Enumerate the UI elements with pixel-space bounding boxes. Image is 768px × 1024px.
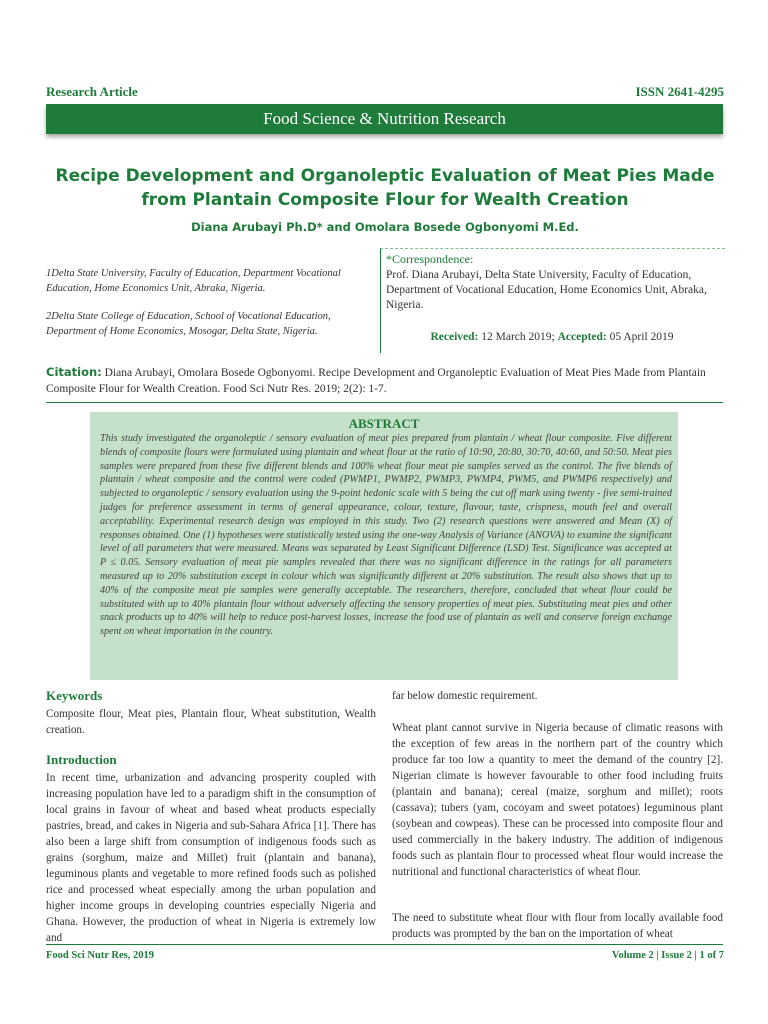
dates-line	[380, 331, 724, 343]
right-paragraph-1: far below domestic requirement.	[392, 690, 538, 702]
keywords-heading: Keywords	[46, 688, 103, 703]
correspondence-heading: *Correspondence:	[386, 252, 474, 266]
right-paragraph-3: The need to substitute wheat flour with flour from locally available food products was prompted by the ban on the importation of wheat	[392, 912, 723, 940]
paper-title: Recipe Development and Organoleptic Evaluation of Meat Pies Made from Plantain Composite Flour for Wealth Creation	[55, 166, 715, 210]
journal-banner: Food Science & Nutrition Research	[46, 104, 723, 134]
right-paragraph-2: Wheat plant cannot survive in Nigeria because of climatic reasons with the exception of few areas in the northern part of the country which produce far too low a quantity to meet the demand of the country [2]. Nigerian climate is however favourable to other food including fruits (plantain and banana); cereal (maize, sorghum and millet); roots (cassava); tubers (yam, cocoyam and sweet potatoes) leguminous plant (soybean and cowpeas). These can be processed into composite flour and used commercially in the bakery industry. The addition of indigenous foods such as plantain flour to processed wheat flour would increase the nutritional and functional characteristics of wheat flour.	[392, 722, 723, 878]
affiliation-2: 2Delta State College of Education, School of Vocational Education, Department of Home Economics, Mosogar, Delta State, Nigeria.	[46, 311, 331, 337]
received-date: 12 March 2019;	[481, 331, 555, 343]
abstract-heading: ABSTRACT	[348, 416, 420, 431]
introduction-heading: Introduction	[46, 752, 117, 767]
received-label: Received:	[430, 331, 479, 343]
affiliation-1: 1Delta State University, Faculty of Education, Department Vocational Education, Home Economics Unit, Abraka, Nigeria.	[46, 268, 341, 294]
citation-label: Citation:	[46, 365, 102, 379]
accepted-date: 05 April 2019	[609, 331, 674, 343]
accepted-label: Accepted:	[557, 331, 607, 343]
article-type: Research Article	[46, 84, 138, 99]
abstract-text: This study investigated the organoleptic / sensory evaluation of meat pies prepared from plantain / wheat flour composite. Five different blends of composite flours were formulated using plantain and wheat flour at the ratio of 10:90, 20:80, 30:70, 40:60, and 50:50. Meat pies samples were prepared from these five different blends and 100% wheat flour meat pie samples served as the control. The five blends of plantain / wheat composite and the control were coded (PWMP1, PWMP2, PWMP3, PWMP4, PWM5, and PWMP6 respectively) and subjected to organoleptic / sensory evaluation using the 9-point hedonic scale with 5 being the cut off mark using twenty - five semi-trained judges for preference assessment in terms of general appearance, colour, texture, flavour, taste, crispness, mouth feel and overall acceptability. Experimental research design was employed in this study. Two (2) research questions were answered and Mean (X) of responses obtained. One (1) hypotheses were statistically tested using the one-way Analysis of Variance (ANOVA) to examine the significant level of all parameters that were measured. Means was separated by Least Significant Difference (LSD) Test. Significance was accepted at P ≤ 0.05. Sensory evaluation of meat pie samples revealed that there was no significant difference in the ratings for all parameters measured up to 20% substitution except in colour which was significantly different at 20% substitution. The result also shows that up to 40% of the composite meat pie samples were generally acceptable. The researchers, therefore, concluded that wheat flour could be substituted with up to 40% plantain flour without adversely affecting the sensory properties of meat pies. Substituting meat pies and other snack products up to 40% will help to reduce post-harvest losses, increase the food use of plantain as well and conserve foreign exchange spent on wheat importation in the country.	[100, 433, 672, 638]
footer-page-info: Volume 2 | Issue 2 | 1 of 7	[611, 950, 724, 961]
correspondence-text: Prof. Diana Arubayi, Delta State University, Faculty of Education, Department of Vocational Education, Home Economics Unit, Abraka, Nigeria.	[386, 269, 707, 311]
divider	[46, 402, 723, 403]
issn: ISSN 2641-4295	[635, 84, 724, 99]
authors: Diana Arubayi Ph.D* and Omolara Bosede Ogbonyomi M.Ed.	[191, 220, 579, 234]
keywords-text: Composite flour, Meat pies, Plantain flour, Wheat substitution, Wealth creation.	[46, 708, 376, 736]
citation-text: Diana Arubayi, Omolara Bosede Ogbonyomi. Recipe Development and Organoleptic Evaluation of Meat Pies Made from Plantain Composite Flour for Wealth Creation. Food Sci Nutr Res. 2019; 2(2): 1-7.	[46, 367, 706, 395]
introduction-text: In recent time, urbanization and advancing prosperity coupled with increasing population have led to a paradigm shift in the consumption of local grains in favour of wheat and based wheat products especially pastries, bread, and cakes in Nigeria and sub-Sahara Africa [1]. There has also been a large shift from consumption of indigenous foods such as grains (sorghum, maize and Millet) fruit (plantain and banana), leguminous plants and vegetable to more refined foods such as polished rice and processed wheat especially among the urban population and higher income groups in developing countries especially Nigeria and Ghana. However, the production of wheat in Nigeria is extremely low and	[46, 772, 376, 944]
footer-journal: Food Sci Nutr Res, 2019	[46, 950, 155, 961]
citation	[46, 364, 723, 397]
footer-divider	[46, 944, 723, 945]
